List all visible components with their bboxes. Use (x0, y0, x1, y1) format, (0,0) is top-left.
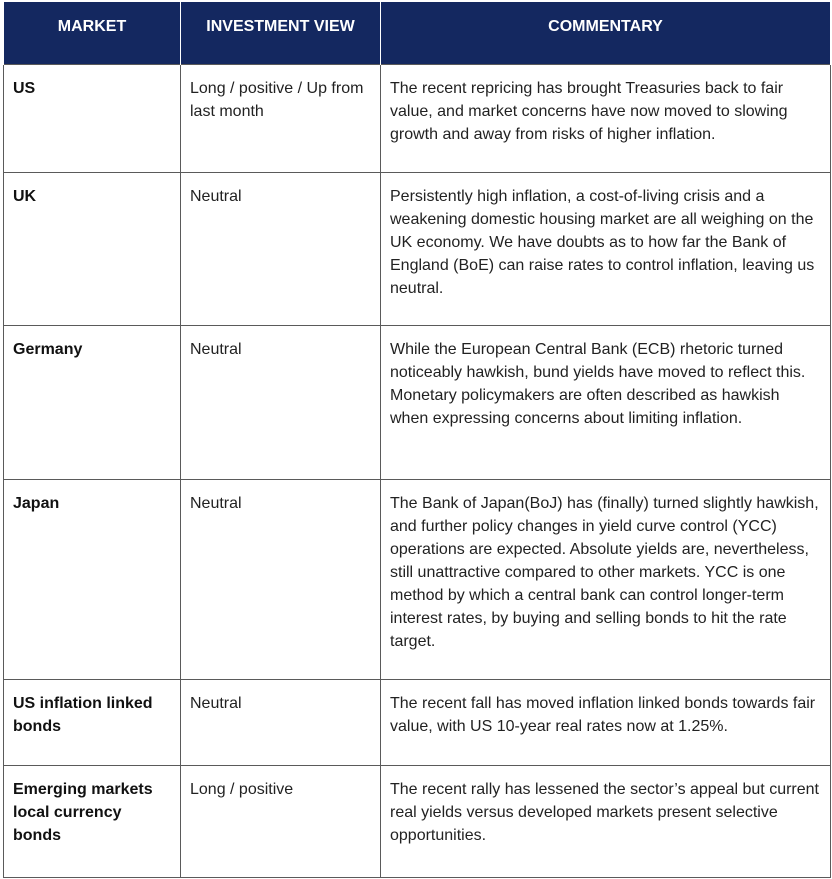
commentary-cell: The recent rally has lessened the sector’s appeal but current real yields versus developed markets present selective opportunities. (381, 765, 831, 877)
table-row-germany (4, 325, 831, 479)
table-row-us-inflation-linked-bonds (4, 679, 831, 765)
investment-view-cell: Neutral (181, 479, 381, 679)
market-cell: Japan (4, 479, 181, 679)
commentary-cell: The recent repricing has brought Treasuries back to fair value, and market concerns have now moved to slowing growth and away from risks of higher inflation. (381, 64, 831, 172)
table-row-japan (4, 479, 831, 679)
header-commentary: COMMENTARY (381, 2, 831, 64)
investment-view-cell: Neutral (181, 172, 381, 325)
market-cell: UK (4, 172, 181, 325)
investment-view-cell: Neutral (181, 325, 381, 479)
table-row-emerging-markets-local-currency-bonds (4, 765, 831, 877)
commentary-cell: While the European Central Bank (ECB) rhetoric turned noticeably hawkish, bund yields have moved to reflect this. Monetary policymakers are often described as hawkish when expressing concerns about limiting inflation. (381, 325, 831, 479)
bond-market-views-table (3, 2, 831, 878)
market-cell: Emerging markets local currency bonds (4, 765, 181, 877)
commentary-cell: The recent fall has moved inflation linked bonds towards fair value, with US 10-year real rates now at 1.25%. (381, 679, 831, 765)
table-row-us (4, 64, 831, 172)
table-header-row (4, 2, 831, 64)
table-row-uk (4, 172, 831, 325)
investment-view-cell: Neutral (181, 679, 381, 765)
bond-market-views-table-container (3, 2, 830, 878)
investment-view-cell: Long / positive (181, 765, 381, 877)
header-market: MARKET (4, 2, 181, 64)
commentary-cell: Persistently high inflation, a cost-of-living crisis and a weakening domestic housing market are all weighing on the UK economy. We have doubts as to how far the Bank of England (BoE) can raise rates to control inflation, leaving us neutral. (381, 172, 831, 325)
market-cell: US inflation linked bonds (4, 679, 181, 765)
market-cell: US (4, 64, 181, 172)
investment-view-cell: Long / positive / Up from last month (181, 64, 381, 172)
commentary-cell: The Bank of Japan(BoJ) has (finally) turned slightly hawkish, and further policy changes in yield curve control (YCC) operations are expected. Absolute yields are, nevertheless, still unattractive compared to other markets. YCC is one method by which a central bank can control longer-term interest rates, by buying and selling bonds to hit the rate target. (381, 479, 831, 679)
market-cell: Germany (4, 325, 181, 479)
header-investment-view: INVESTMENT VIEW (181, 2, 381, 64)
